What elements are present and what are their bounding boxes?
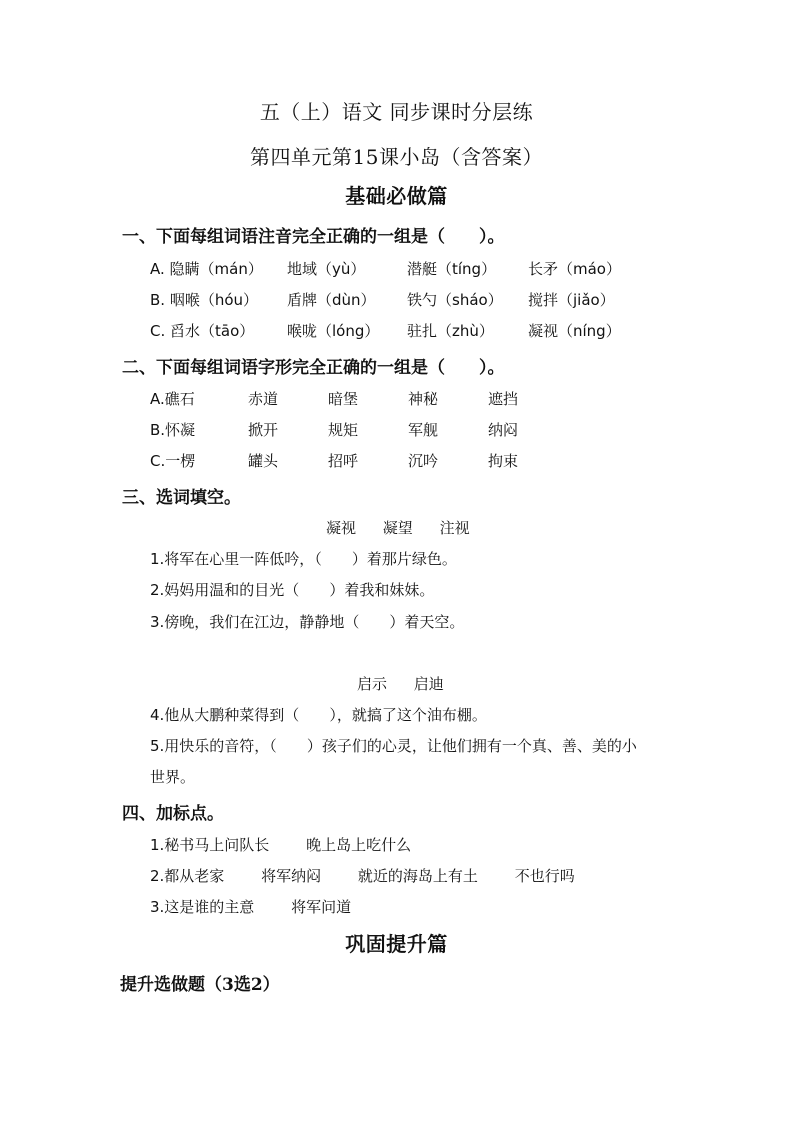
q1-b-word-3: 铁勺（sháo） <box>407 291 503 309</box>
q2-a-word-4: 神秘 <box>408 390 439 408</box>
q2-b-word-2: 掀开 <box>248 421 279 439</box>
q3-item-3: 3.傍晚，我们在江边，静静地（ ）着天空。 <box>150 613 465 631</box>
q1-b-word-2: 盾牌（dùn） <box>287 291 376 309</box>
extra-questions-heading: 提升选做题（3选2） <box>120 975 280 995</box>
q1-a-word-2: 地域（yù） <box>287 260 366 278</box>
q1-c-word-4: 凝视（níng） <box>528 322 621 340</box>
word-bank-1 <box>326 517 470 538</box>
q4-item-1-part-1: 1.秘书马上问队长 <box>150 836 270 854</box>
q4-item-2-part-2: 将军纳闷 <box>261 867 322 885</box>
q2-b-word-4: 军舰 <box>408 421 439 439</box>
q1-b-word-1: B. 咽喉（hóu） <box>150 291 259 309</box>
q2-a-word-2: 赤道 <box>248 390 279 408</box>
q2-a-word-5: 遮挡 <box>488 390 519 408</box>
word-bank-1-item-1: 凝视 <box>326 519 357 537</box>
q2-a-word-3: 暗堡 <box>328 390 359 408</box>
q4-item-2-part-1: 2.都从老家 <box>150 867 225 885</box>
q2-c-word-1: C.一楞 <box>150 452 196 470</box>
q2-b-word-5: 纳闷 <box>488 421 519 439</box>
word-bank-2-item-1: 启示 <box>357 675 388 693</box>
q2-c-word-4: 沉吟 <box>408 452 439 470</box>
question-4-heading: 四、加标点。 <box>122 804 224 824</box>
q4-item-2-part-4: 不也行吗 <box>514 867 575 885</box>
q1-c-word-3: 驻扎（zhù） <box>407 322 494 340</box>
q1-c-word-2: 喉咙（lóng） <box>287 322 380 340</box>
q1-a-word-1: A. 隐瞒（mán） <box>150 260 263 278</box>
question-3-heading: 三、选词填空。 <box>122 488 241 508</box>
question-1-heading: 一、下面每组词语注音完全正确的一组是（ ）。 <box>122 227 505 247</box>
q4-item-2-part-3: 就近的海岛上有土 <box>357 867 478 885</box>
q1-c-word-1: C. 舀水（tāo） <box>150 322 255 340</box>
lesson-title: 第四单元第15课小岛（含答案） <box>250 145 543 169</box>
q4-item-3-part-2: 将军问道 <box>291 898 352 916</box>
word-bank-2-item-2: 启迪 <box>413 675 444 693</box>
word-bank-1-item-3: 注视 <box>439 519 470 537</box>
q2-c-word-5: 拘束 <box>488 452 519 470</box>
q2-b-word-3: 规矩 <box>328 421 359 439</box>
q3-item-4: 4.他从大鹏种菜得到（ ），就搞了这个油布棚。 <box>150 706 487 724</box>
q4-item-3-part-1: 3.这是谁的主意 <box>150 898 255 916</box>
q2-b-word-1: B.怀凝 <box>150 421 196 439</box>
q3-item-2: 2.妈妈用温和的目光（ ）着我和妹妹。 <box>150 581 435 599</box>
q2-c-word-3: 招呼 <box>328 452 359 470</box>
q4-item-2 <box>150 865 607 886</box>
q1-a-word-3: 潜艇（tíng） <box>407 260 497 278</box>
q1-b-word-4: 搅拌（jiǎo） <box>528 291 615 309</box>
q4-item-3 <box>150 896 383 917</box>
part-heading-basic: 基础必做篇 <box>345 184 448 208</box>
q2-a-word-1: A.礁石 <box>150 390 195 408</box>
q3-item-5-continued: 世界。 <box>150 768 196 786</box>
q2-c-word-2: 罐头 <box>248 452 279 470</box>
word-bank-2 <box>357 673 444 694</box>
q3-item-1: 1.将军在心里一阵低吟，（ ）着那片绿色。 <box>150 550 457 568</box>
q4-item-1 <box>150 834 443 855</box>
question-2-heading: 二、下面每组词语字形完全正确的一组是（ ）。 <box>122 358 505 378</box>
part-heading-advanced: 巩固提升篇 <box>345 932 448 956</box>
q1-a-word-4: 长矛（máo） <box>528 260 621 278</box>
q4-item-1-part-2: 晚上岛上吃什么 <box>306 836 412 854</box>
q3-item-5: 5.用快乐的音符，（ ）孩子们的心灵，让他们拥有一个真、善、美的小 <box>150 737 637 755</box>
word-bank-1-item-2: 凝望 <box>382 519 413 537</box>
worksheet-title: 五（上）语文 同步课时分层练 <box>259 100 534 124</box>
